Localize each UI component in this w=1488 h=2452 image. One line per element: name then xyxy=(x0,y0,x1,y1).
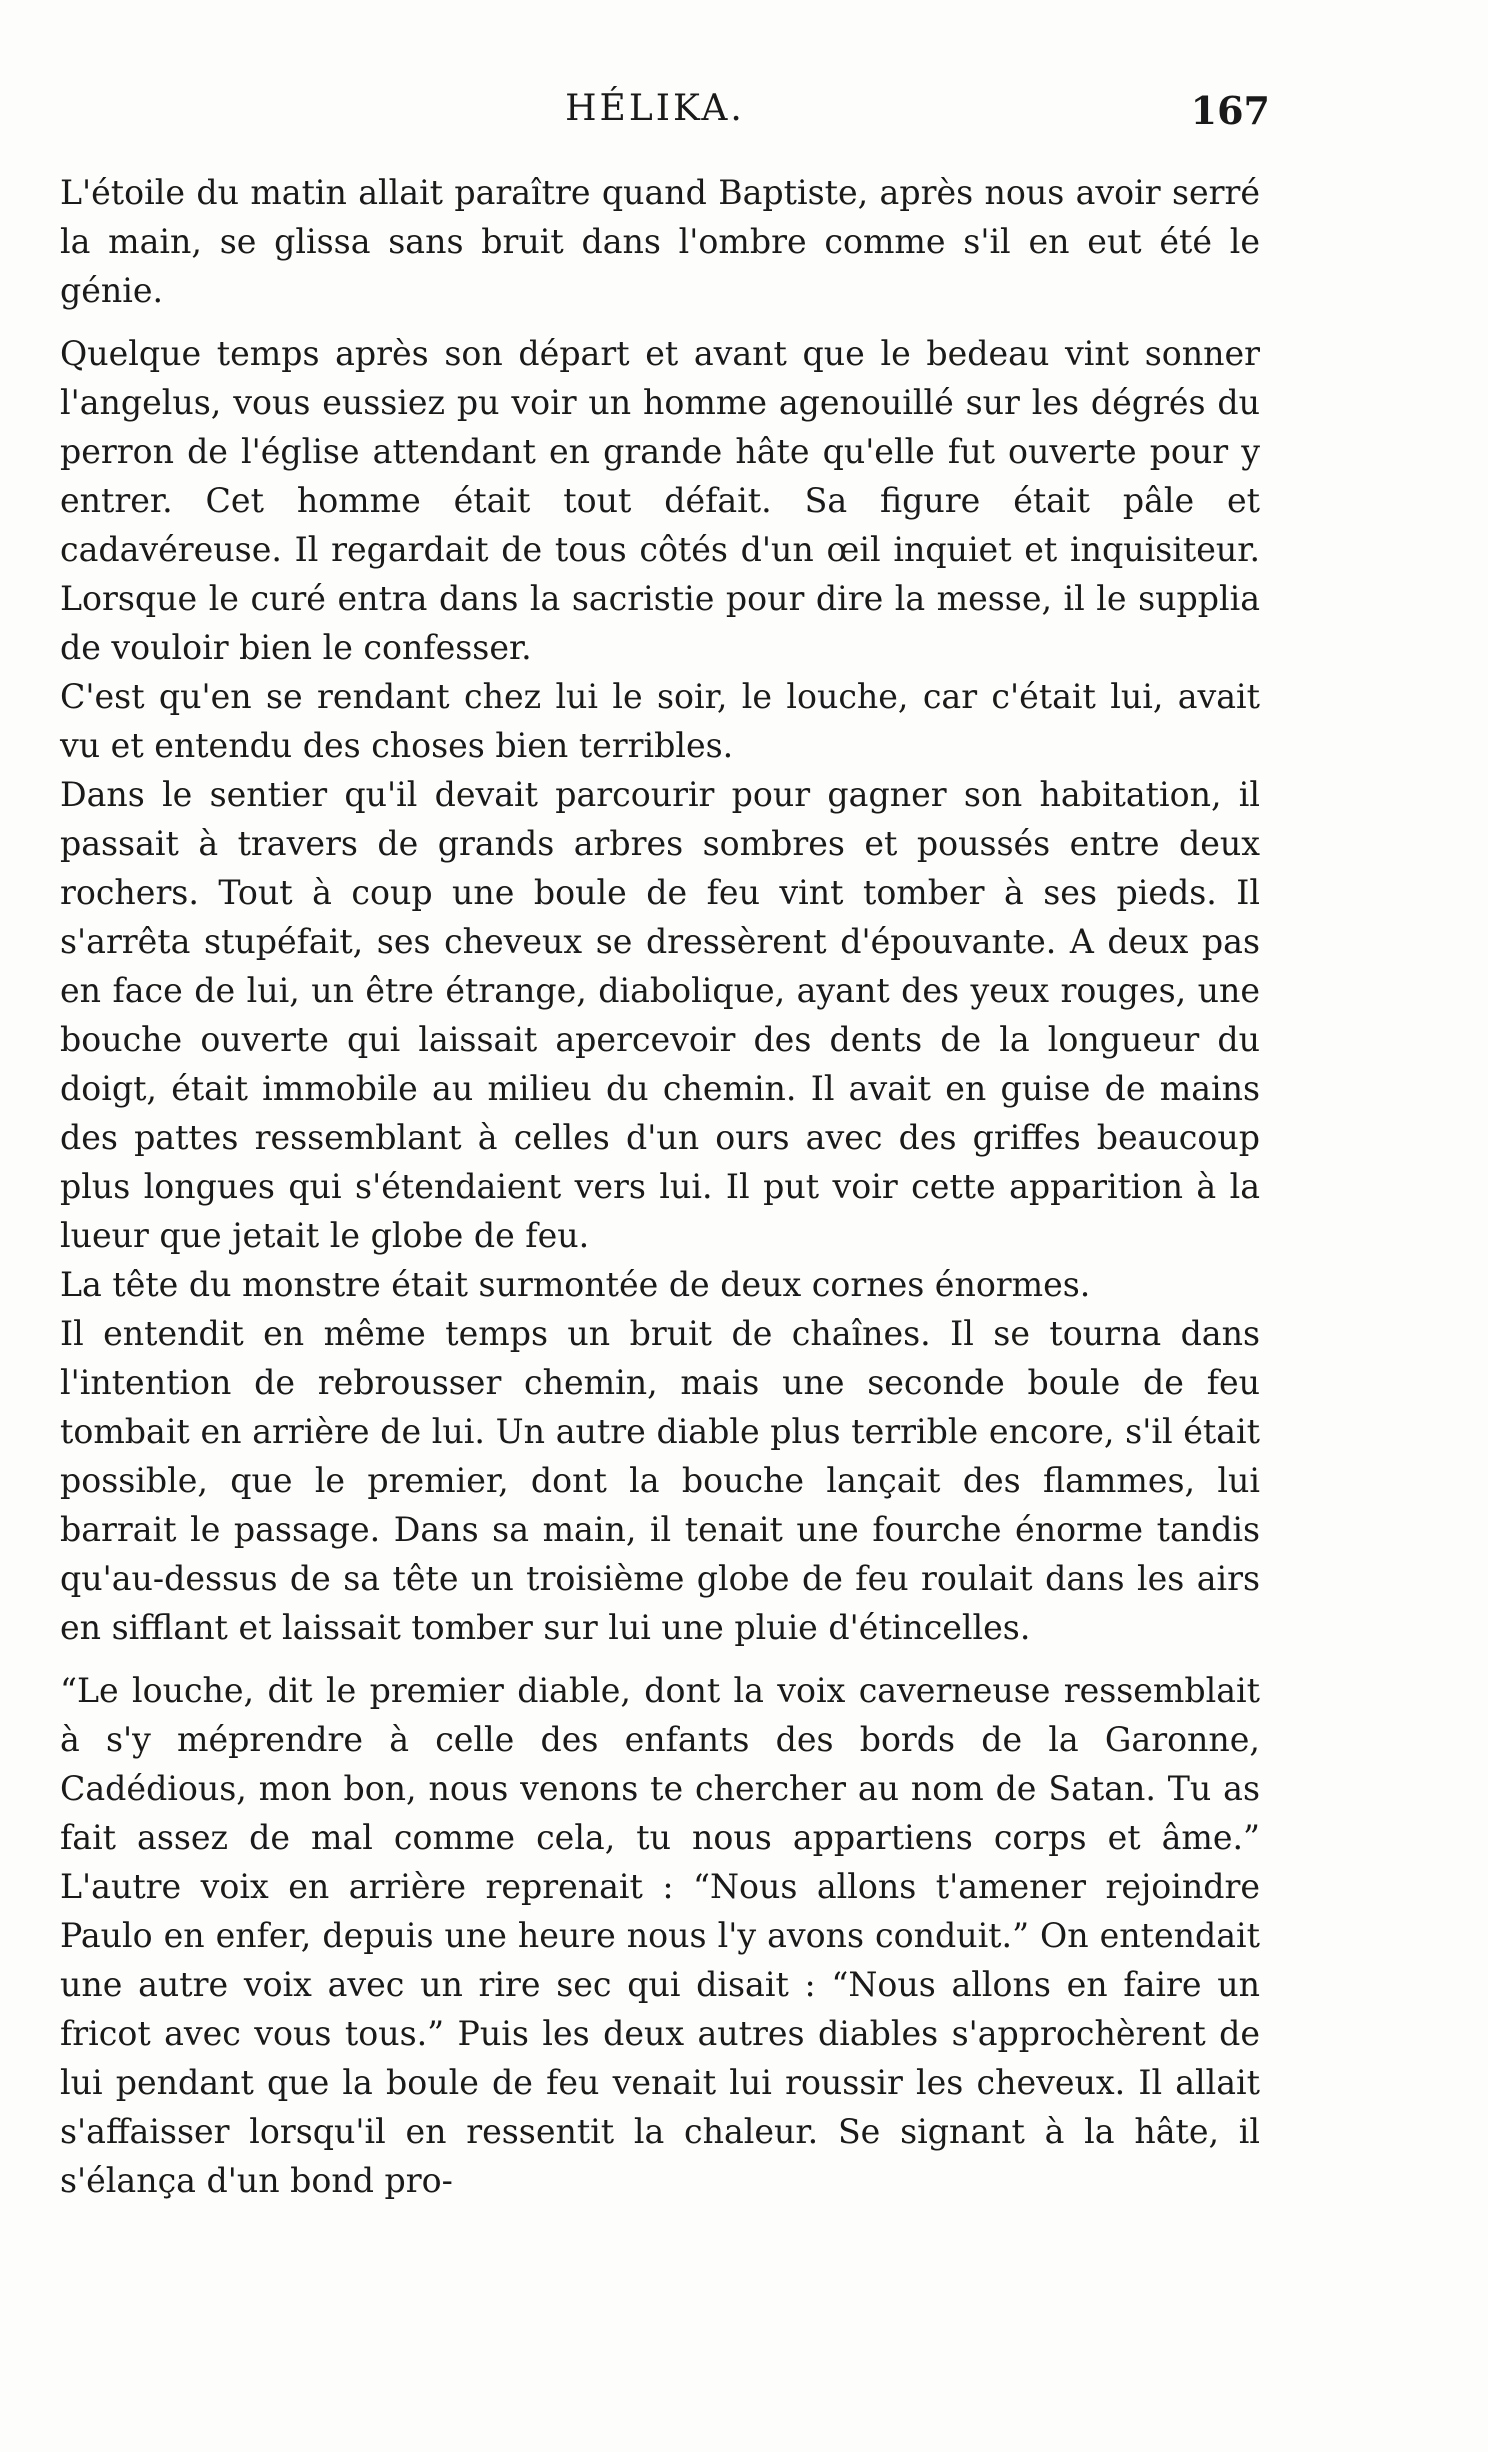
paragraph: Quelque temps après son départ et avant que le bedeau vint sonner l'angelus, vous eussiez pu voir un homme agenouillé sur les dégrés du perron de l'église attendant en grande hâte qu'elle fut ouverte pour y entrer. Cet homme était tout défait. Sa figure était pâle et cadavéreuse. Il regardait de tous côtés d'un œil inquiet et inquisiteur. Lorsque le curé entra dans la sacristie pour dire la messe, il le supplia de vouloir bien le confesser. xyxy=(60,334,1260,667)
paragraph: L'étoile du matin allait paraître quand Baptiste, après nous avoir serré la main, se glissa sans bruit dans l'ombre comme s'il en eut été le génie. xyxy=(60,173,1260,310)
paragraph: La tête du monstre était surmontée de deux cornes énormes. xyxy=(60,1265,1091,1304)
paragraph: Dans le sentier qu'il devait parcourir pour gagner son habitation, il passait à travers de grands arbres sombres et poussés entre deux rochers. Tout à coup une boule de feu vint tomber à ses pieds. Il s'arrêta stupéfait, ses cheveux se dressèrent d'épouvante. A deux pas en face de lui, un être étrange, diabolique, ayant des yeux rouges, une bouche ouverte qui laissait apercevoir des dents de la longueur du doigt, était immobile au milieu du chemin. Il avait en guise de mains des pattes ressemblant à celles d'un ours avec des griffes beaucoup plus longues qui s'étendaient vers lui. Il put voir cette apparition à la lueur que jetait le globe de feu. xyxy=(60,775,1260,1255)
running-title: HÉLIKA. xyxy=(565,88,745,129)
paragraph: “Le louche, dit le premier diable, dont la voix caverneuse ressemblait à s'y méprendre à celle des enfants des bords de la Garonne, Cadédious, mon bon, nous venons te chercher au nom de Satan. Tu as fait assez de mal comme cela, tu nous appartiens corps et âme.” L'autre voix en arrière reprenait : “Nous allons t'amener rejoindre Paulo en enfer, depuis une heure nous l'y avons conduit.” On entendait une autre voix avec un rire sec qui disait : “Nous allons en faire un fricot avec vous tous.” Puis les deux autres diables s'approchèrent de lui pendant que la boule de feu venait lui roussir les cheveux. Il allait s'affaisser lorsqu'il en ressentit la chaleur. Se signant à la hâte, il s'élança d'un bond pro- xyxy=(60,1671,1260,2200)
paragraph: C'est qu'en se rendant chez lui le soir, le louche, car c'était lui, avait vu et entendu des choses bien terribles. xyxy=(60,677,1260,765)
page-number: 167 xyxy=(1190,88,1270,133)
body-text xyxy=(60,168,1260,2205)
paragraph: Il entendit en même temps un bruit de chaînes. Il se tourna dans l'intention de rebrousser chemin, mais une seconde boule de feu tombait en arrière de lui. Un autre diable plus terrible encore, s'il était possible, que le premier, dont la bouche lançait des flammes, lui barrait le passage. Dans sa main, il tenait une fourche énorme tandis qu'au-dessus de sa tête un troisième globe de feu roulait dans les airs en sifflant et laissait tomber sur lui une pluie d'étincelles. xyxy=(60,1314,1260,1647)
page-header xyxy=(40,88,1270,148)
